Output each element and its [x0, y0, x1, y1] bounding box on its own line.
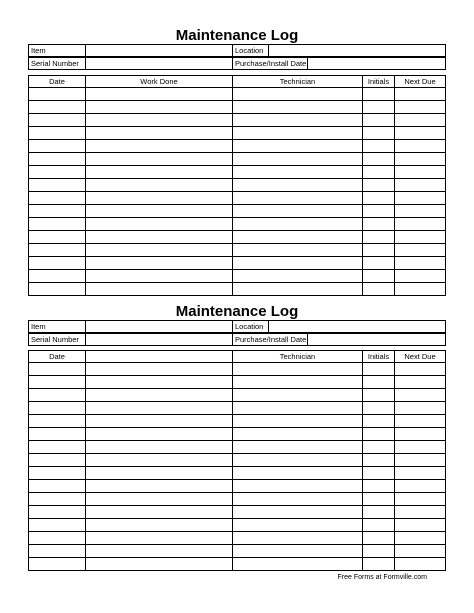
next-due-cell[interactable] — [395, 506, 446, 519]
serial-number-field[interactable] — [86, 58, 233, 70]
work-done-cell[interactable] — [86, 441, 233, 454]
technician-cell[interactable] — [233, 363, 363, 376]
table-row — [29, 506, 446, 519]
initials-cell[interactable] — [363, 101, 395, 114]
date-cell[interactable] — [29, 428, 86, 441]
next-due-cell[interactable] — [395, 415, 446, 428]
next-due-cell[interactable] — [395, 428, 446, 441]
technician-cell[interactable] — [233, 179, 363, 192]
work-done-cell[interactable] — [86, 88, 233, 101]
column-header-initials: Initials — [363, 351, 395, 363]
technician-cell[interactable] — [233, 283, 363, 296]
column-header-date: Date — [29, 351, 86, 363]
table-row — [29, 179, 446, 192]
work-done-cell[interactable] — [86, 506, 233, 519]
initials-cell[interactable] — [363, 140, 395, 153]
technician-cell[interactable] — [233, 415, 363, 428]
table-row — [29, 441, 446, 454]
technician-cell[interactable] — [233, 428, 363, 441]
table-row — [29, 519, 446, 532]
date-cell[interactable] — [29, 519, 86, 532]
item-field[interactable] — [86, 45, 233, 57]
technician-cell[interactable] — [233, 114, 363, 127]
date-cell[interactable] — [29, 270, 86, 283]
header-row — [29, 351, 446, 363]
date-cell[interactable] — [29, 493, 86, 506]
technician-cell[interactable] — [233, 101, 363, 114]
table-row — [29, 218, 446, 231]
work-done-cell[interactable] — [86, 231, 233, 244]
table-row — [29, 153, 446, 166]
next-due-cell[interactable] — [395, 283, 446, 296]
work-done-cell[interactable] — [86, 244, 233, 257]
initials-cell[interactable] — [363, 127, 395, 140]
work-done-cell[interactable] — [86, 428, 233, 441]
info-table — [28, 320, 446, 333]
column-header-work-done — [86, 351, 233, 363]
next-due-cell[interactable] — [395, 402, 446, 415]
date-cell[interactable] — [29, 192, 86, 205]
technician-cell[interactable] — [233, 270, 363, 283]
technician-cell[interactable] — [233, 166, 363, 179]
technician-cell[interactable] — [233, 153, 363, 166]
technician-cell[interactable] — [233, 140, 363, 153]
technician-cell[interactable] — [233, 467, 363, 480]
table-row — [29, 192, 446, 205]
work-done-cell[interactable] — [86, 153, 233, 166]
next-due-cell[interactable] — [395, 205, 446, 218]
initials-cell[interactable] — [363, 192, 395, 205]
initials-cell[interactable] — [363, 218, 395, 231]
date-cell[interactable] — [29, 231, 86, 244]
work-done-cell[interactable] — [86, 166, 233, 179]
initials-cell[interactable] — [363, 166, 395, 179]
next-due-cell[interactable] — [395, 140, 446, 153]
work-done-cell[interactable] — [86, 493, 233, 506]
initials-cell[interactable] — [363, 532, 395, 545]
table-row — [29, 114, 446, 127]
technician-cell[interactable] — [233, 441, 363, 454]
table-row — [29, 205, 446, 218]
initials-cell[interactable] — [363, 153, 395, 166]
next-due-cell[interactable] — [395, 231, 446, 244]
next-due-cell[interactable] — [395, 376, 446, 389]
initials-cell[interactable] — [363, 114, 395, 127]
table-row — [29, 467, 446, 480]
initials-cell[interactable] — [363, 441, 395, 454]
initials-cell[interactable] — [363, 428, 395, 441]
date-cell[interactable] — [29, 545, 86, 558]
date-cell[interactable] — [29, 454, 86, 467]
next-due-cell[interactable] — [395, 363, 446, 376]
work-done-cell[interactable] — [86, 376, 233, 389]
next-due-cell[interactable] — [395, 257, 446, 270]
next-due-cell[interactable] — [395, 480, 446, 493]
serial-number-field[interactable] — [86, 334, 233, 346]
work-done-cell[interactable] — [86, 467, 233, 480]
next-due-cell[interactable] — [395, 218, 446, 231]
next-due-cell[interactable] — [395, 558, 446, 571]
initials-cell[interactable] — [363, 506, 395, 519]
next-due-cell[interactable] — [395, 441, 446, 454]
next-due-cell[interactable] — [395, 179, 446, 192]
next-due-cell[interactable] — [395, 532, 446, 545]
date-cell[interactable] — [29, 467, 86, 480]
table-row — [29, 493, 446, 506]
date-cell[interactable] — [29, 389, 86, 402]
table-row — [29, 257, 446, 270]
date-cell[interactable] — [29, 480, 86, 493]
log-title: Maintenance Log — [175, 27, 299, 44]
date-cell[interactable] — [29, 532, 86, 545]
purchase-date-label: Purchase/Install Date — [233, 58, 308, 70]
initials-cell[interactable] — [363, 270, 395, 283]
date-cell[interactable] — [29, 140, 86, 153]
technician-cell[interactable] — [233, 244, 363, 257]
work-done-cell[interactable] — [86, 389, 233, 402]
date-cell[interactable] — [29, 179, 86, 192]
date-cell[interactable] — [29, 506, 86, 519]
work-done-cell[interactable] — [86, 402, 233, 415]
table-row — [29, 244, 446, 257]
next-due-cell[interactable] — [395, 389, 446, 402]
initials-cell[interactable] — [363, 415, 395, 428]
table-row — [29, 415, 446, 428]
initials-cell[interactable] — [363, 519, 395, 532]
table-row — [29, 166, 446, 179]
initials-cell[interactable] — [363, 454, 395, 467]
work-done-cell[interactable] — [86, 415, 233, 428]
purchase-date-field[interactable] — [308, 58, 446, 70]
work-done-cell[interactable] — [86, 179, 233, 192]
technician-cell[interactable] — [233, 192, 363, 205]
table-row — [29, 402, 446, 415]
initials-cell[interactable] — [363, 467, 395, 480]
work-done-cell[interactable] — [86, 558, 233, 571]
next-due-cell[interactable] — [395, 166, 446, 179]
technician-cell[interactable] — [233, 493, 363, 506]
next-due-cell[interactable] — [395, 519, 446, 532]
info-table — [28, 44, 446, 57]
technician-cell[interactable] — [233, 257, 363, 270]
work-done-cell[interactable] — [86, 532, 233, 545]
serial-number-label: Serial Number — [29, 58, 86, 70]
work-done-cell[interactable] — [86, 257, 233, 270]
technician-cell[interactable] — [233, 389, 363, 402]
work-done-cell[interactable] — [86, 127, 233, 140]
date-cell[interactable] — [29, 153, 86, 166]
date-cell[interactable] — [29, 558, 86, 571]
initials-cell[interactable] — [363, 376, 395, 389]
header-row — [29, 76, 446, 88]
column-header-next-due: Next Due — [395, 76, 446, 88]
table-row — [29, 140, 446, 153]
log-title: Maintenance Log — [175, 303, 299, 320]
initials-cell[interactable] — [363, 389, 395, 402]
date-cell[interactable] — [29, 415, 86, 428]
location-label: Location — [233, 321, 269, 333]
next-due-cell[interactable] — [395, 192, 446, 205]
initials-cell[interactable] — [363, 402, 395, 415]
initials-cell[interactable] — [363, 545, 395, 558]
initials-cell[interactable] — [363, 283, 395, 296]
item-field[interactable] — [86, 321, 233, 333]
initials-cell[interactable] — [363, 558, 395, 571]
table-row — [29, 558, 446, 571]
date-cell[interactable] — [29, 166, 86, 179]
technician-cell[interactable] — [233, 480, 363, 493]
work-done-cell[interactable] — [86, 192, 233, 205]
technician-cell[interactable] — [233, 519, 363, 532]
table-row — [29, 454, 446, 467]
work-done-cell[interactable] — [86, 114, 233, 127]
table-row — [29, 283, 446, 296]
work-done-cell[interactable] — [86, 545, 233, 558]
location-field[interactable] — [269, 45, 446, 57]
column-header-technician: Technician — [233, 76, 363, 88]
date-cell[interactable] — [29, 441, 86, 454]
table-row — [29, 532, 446, 545]
purchase-date-label: Purchase/Install Date — [233, 334, 308, 346]
initials-cell[interactable] — [363, 88, 395, 101]
next-due-cell[interactable] — [395, 101, 446, 114]
table-row — [29, 88, 446, 101]
purchase-date-field[interactable] — [308, 334, 446, 346]
initials-cell[interactable] — [363, 493, 395, 506]
date-cell[interactable] — [29, 376, 86, 389]
initials-cell[interactable] — [363, 257, 395, 270]
work-done-cell[interactable] — [86, 480, 233, 493]
work-done-cell[interactable] — [86, 283, 233, 296]
next-due-cell[interactable] — [395, 493, 446, 506]
location-label: Location — [233, 45, 269, 57]
table-row — [29, 376, 446, 389]
date-cell[interactable] — [29, 218, 86, 231]
work-done-cell[interactable] — [86, 270, 233, 283]
column-header-next-due: Next Due — [395, 351, 446, 363]
work-done-cell[interactable] — [86, 454, 233, 467]
initials-cell[interactable] — [363, 179, 395, 192]
work-done-cell[interactable] — [86, 218, 233, 231]
table-row — [29, 480, 446, 493]
technician-cell[interactable] — [233, 506, 363, 519]
initials-cell[interactable] — [363, 244, 395, 257]
date-cell[interactable] — [29, 283, 86, 296]
next-due-cell[interactable] — [395, 270, 446, 283]
technician-cell[interactable] — [233, 558, 363, 571]
work-done-cell[interactable] — [86, 140, 233, 153]
initials-cell[interactable] — [363, 363, 395, 376]
column-header-date: Date — [29, 76, 86, 88]
table-row — [29, 363, 446, 376]
table-row — [29, 389, 446, 402]
table-row — [29, 231, 446, 244]
work-done-cell[interactable] — [86, 363, 233, 376]
location-field[interactable] — [269, 321, 446, 333]
table-row — [29, 428, 446, 441]
technician-cell[interactable] — [233, 402, 363, 415]
technician-cell[interactable] — [233, 127, 363, 140]
info-table — [28, 333, 446, 346]
next-due-cell[interactable] — [395, 454, 446, 467]
next-due-cell[interactable] — [395, 127, 446, 140]
next-due-cell[interactable] — [395, 88, 446, 101]
date-cell[interactable] — [29, 244, 86, 257]
work-done-cell[interactable] — [86, 101, 233, 114]
table-row — [29, 101, 446, 114]
technician-cell[interactable] — [233, 532, 363, 545]
initials-cell[interactable] — [363, 205, 395, 218]
column-header-initials: Initials — [363, 76, 395, 88]
footer-credit: Free Forms at Formville.com — [337, 574, 427, 581]
next-due-cell[interactable] — [395, 153, 446, 166]
next-due-cell[interactable] — [395, 114, 446, 127]
serial-number-label: Serial Number — [29, 334, 86, 346]
date-cell[interactable] — [29, 127, 86, 140]
technician-cell[interactable] — [233, 88, 363, 101]
technician-cell[interactable] — [233, 376, 363, 389]
item-label: Item — [29, 45, 86, 57]
next-due-cell[interactable] — [395, 244, 446, 257]
item-label: Item — [29, 321, 86, 333]
column-header-technician: Technician — [233, 351, 363, 363]
date-cell[interactable] — [29, 402, 86, 415]
next-due-cell[interactable] — [395, 545, 446, 558]
date-cell[interactable] — [29, 101, 86, 114]
log-table — [28, 350, 446, 571]
info-table — [28, 57, 446, 70]
date-cell[interactable] — [29, 363, 86, 376]
table-row — [29, 270, 446, 283]
next-due-cell[interactable] — [395, 467, 446, 480]
technician-cell[interactable] — [233, 545, 363, 558]
technician-cell[interactable] — [233, 218, 363, 231]
column-header-work-done: Work Done — [86, 76, 233, 88]
table-row — [29, 127, 446, 140]
work-done-cell[interactable] — [86, 205, 233, 218]
date-cell[interactable] — [29, 205, 86, 218]
log-table — [28, 75, 446, 296]
table-row — [29, 545, 446, 558]
date-cell[interactable] — [29, 257, 86, 270]
technician-cell[interactable] — [233, 205, 363, 218]
technician-cell[interactable] — [233, 231, 363, 244]
initials-cell[interactable] — [363, 480, 395, 493]
date-cell[interactable] — [29, 88, 86, 101]
initials-cell[interactable] — [363, 231, 395, 244]
work-done-cell[interactable] — [86, 519, 233, 532]
technician-cell[interactable] — [233, 454, 363, 467]
date-cell[interactable] — [29, 114, 86, 127]
